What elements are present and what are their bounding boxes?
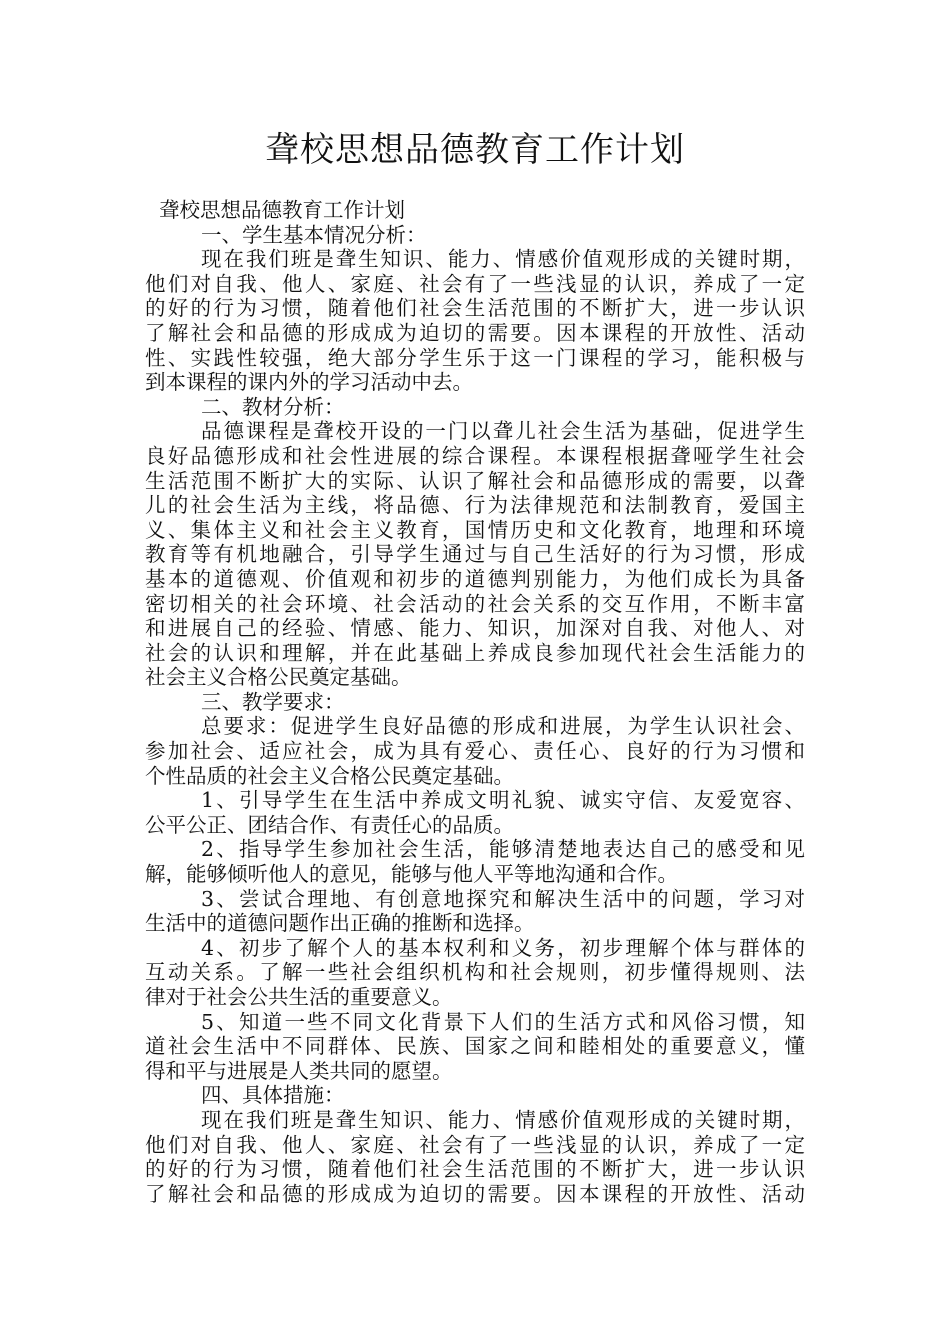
text-line: 教育等有机地融合，引导学生通过与自己生活好的行为习惯，形成	[145, 542, 805, 567]
document-body	[145, 198, 805, 1206]
text-line: 2、指导学生参加社会生活，能够清楚地表达自己的感受和见	[201, 837, 805, 862]
text-line: 二、教材分析：	[201, 394, 345, 419]
text-line: 互动关系。了解一些社会组织机构和社会规则，初步懂得规则、法	[145, 960, 805, 985]
text-line: 到本课程的课内外的学习活动中去。	[145, 370, 473, 395]
text-line: 密切相关的社会环境、社会活动的社会关系的交互作用，不断丰富	[145, 591, 805, 616]
text-line: 了解社会和品德的形成成为迫切的需要。因本课程的开放性、活动	[145, 320, 805, 345]
text-line: 的好的行为习惯，随着他们社会生活范围的不断扩大，进一步认识	[145, 296, 805, 321]
text-line: 了解社会和品德的形成成为迫切的需要。因本课程的开放性、活动	[145, 1181, 805, 1206]
text-line: 现在我们班是聋生知识、能力、情感价值观形成的关键时期，	[201, 1107, 805, 1132]
text-line: 总要求：促进学生良好品德的形成和进展，为学生认识社会、	[201, 714, 805, 739]
document-title: 聋校思想品德教育工作计划	[265, 130, 685, 170]
text-line: 基本的道德观、价值观和初步的道德判别能力，为他们成长为具备	[145, 566, 805, 591]
text-line: 良好品德形成和社会性进展的综合课程。本课程根据聋哑学生社会	[145, 443, 805, 468]
text-line: 个性品质的社会主义合格公民奠定基础。	[145, 763, 514, 788]
text-line: 3、尝试合理地、有创意地探究和解决生活中的问题，学习对	[201, 886, 805, 911]
text-line: 品德课程是聋校开设的一门以聋儿社会生活为基础，促进学生	[201, 419, 805, 444]
text-line: 一、学生基本情况分析：	[201, 222, 427, 247]
text-line: 和进展自己的经验、情感、能力、知识，加深对自我、对他人、对	[145, 616, 805, 641]
text-line: 公平公正、团结合作、有责任心的品质。	[145, 812, 514, 837]
text-line: 他们对自我、他人、家庭、社会有了一些浅显的认识，养成了一定	[145, 1132, 805, 1157]
text-line: 得和平与进展是人类共同的愿望。	[145, 1058, 453, 1083]
text-line: 四、具体措施：	[201, 1083, 345, 1108]
text-line: 社会的认识和理解，并在此基础上养成良参加现代社会生活能力的	[145, 640, 805, 665]
text-line: 道社会生活中不同群体、民族、国家之间和睦相处的重要意义，懂	[145, 1034, 805, 1059]
text-line: 5、知道一些不同文化背景下人们的生活方式和风俗习惯，知	[201, 1009, 805, 1034]
text-line: 参加社会、适应社会，成为具有爱心、责任心、良好的行为习惯和	[145, 739, 805, 764]
text-line: 1、引导学生在生活中养成文明礼貌、诚实守信、友爱宽容、	[201, 788, 805, 813]
text-line: 性、实践性较强，绝大部分学生乐于这一门课程的学习，能积极与	[145, 345, 805, 370]
text-line: 4、初步了解个人的基本权利和义务，初步理解个体与群体的	[201, 935, 805, 960]
text-line: 解，能够倾听他人的意见，能够与他人平等地沟通和合作。	[145, 862, 678, 887]
text-line: 生活中的道德问题作出正确的推断和选择。	[145, 911, 535, 936]
document-subtitle: 聋校思想品德教育工作计划	[159, 198, 405, 222]
text-line: 的好的行为习惯，随着他们社会生活范围的不断扩大，进一步认识	[145, 1157, 805, 1182]
text-line: 他们对自我、他人、家庭、社会有了一些浅显的认识，养成了一定	[145, 271, 805, 296]
text-line: 现在我们班是聋生知识、能力、情感价值观形成的关键时期，	[201, 247, 805, 272]
text-line: 生活范围不断扩大的实际、认识了解社会和品德形成的需要，以聋	[145, 468, 805, 493]
text-line: 三、教学要求：	[201, 689, 345, 714]
text-line: 儿的社会生活为主线，将品德、行为法律规范和法制教育，爱国主	[145, 493, 805, 518]
text-line: 律对于社会公共生活的重要意义。	[145, 985, 453, 1009]
text-line: 社会主义合格公民奠定基础。	[145, 665, 412, 690]
text-line: 义、集体主义和社会主义教育，国情历史和文化教育，地理和环境	[145, 517, 805, 542]
